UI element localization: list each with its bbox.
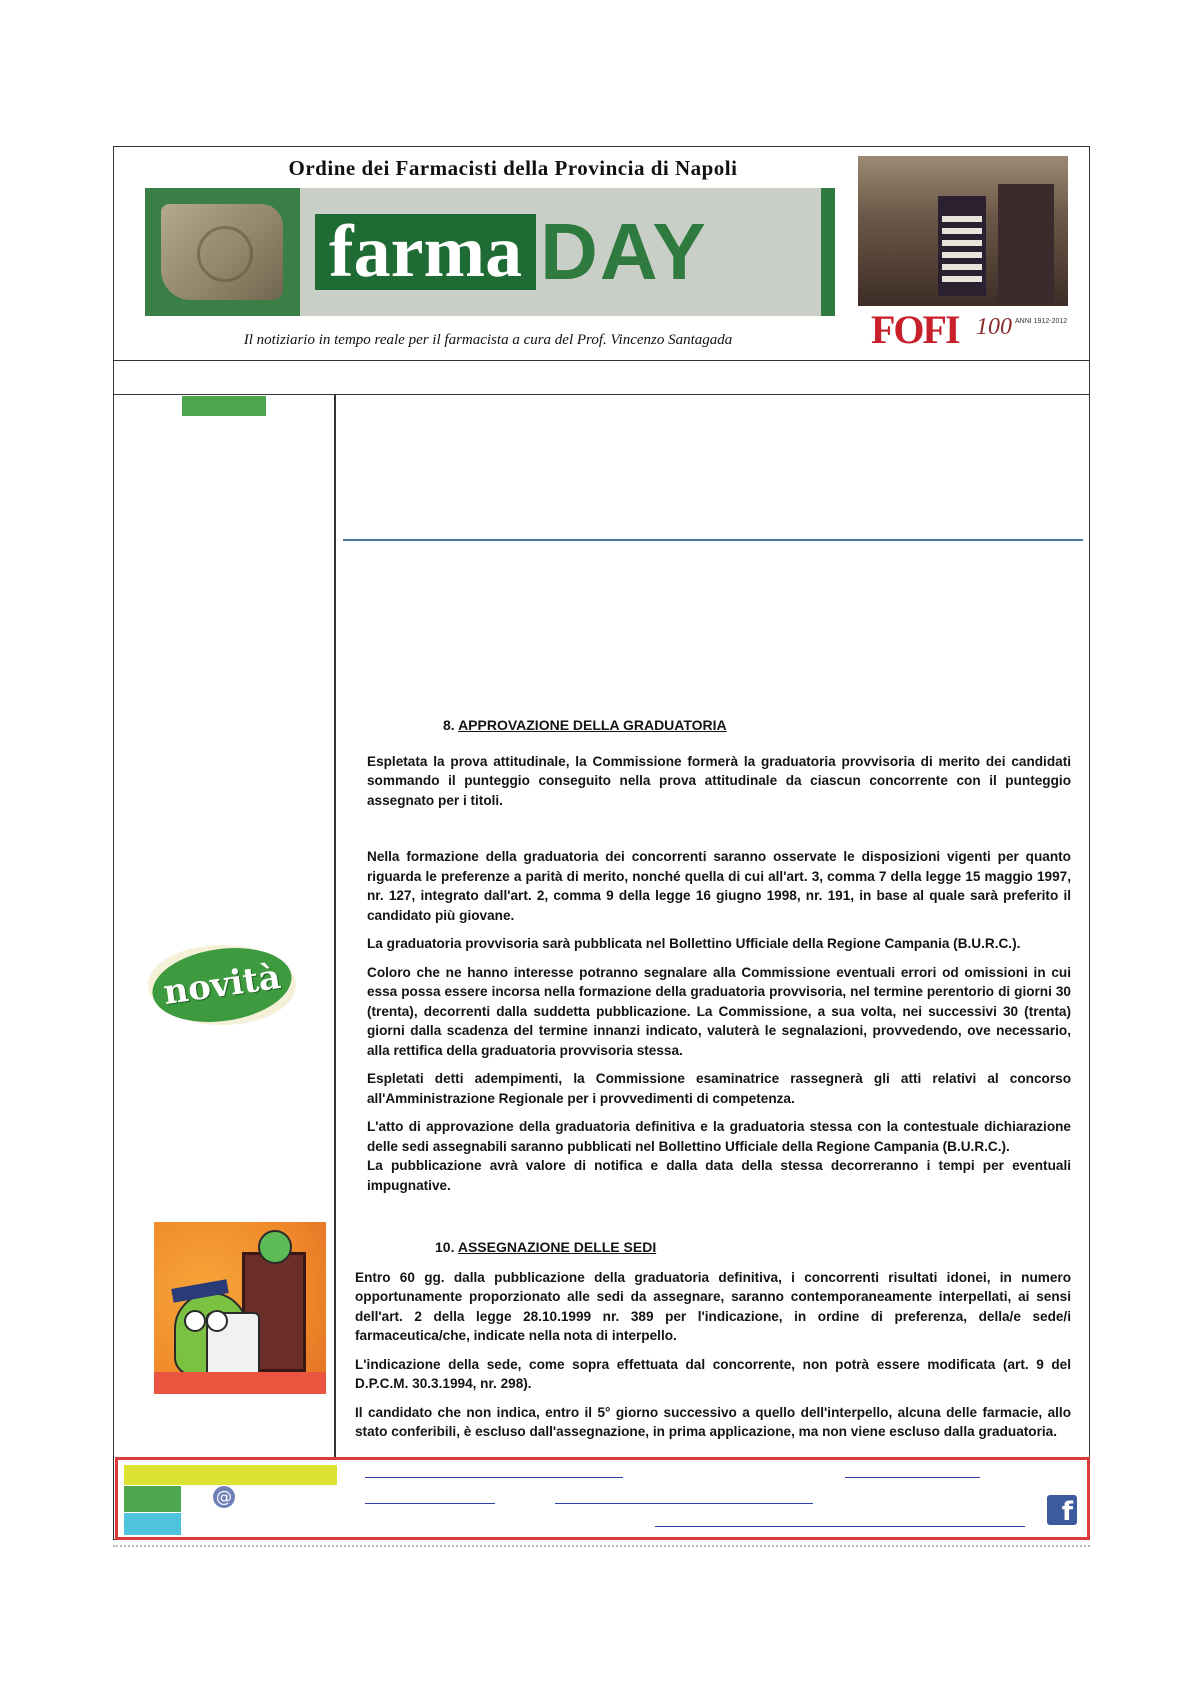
fofi-100-mark: 100 <box>976 314 1012 340</box>
paragraph: Nella formazione della graduatoria dei concorrenti saranno osservate le disposizioni vigenti per quanto riguarda le preferenze a parità di merito, nonché quella di cui all'art. 3, comma 7 della legge 15 maggio 1997, nr. 127, integrato dall'art. 2, comma 9 della legge 16 giugno 1998, nr. 191, in base al quale sarà preferito il candidato più giovane. <box>367 849 1071 923</box>
pharmacist-mascot-illustration <box>154 1222 326 1394</box>
footer-link[interactable] <box>365 1477 623 1478</box>
footer-link[interactable] <box>845 1477 980 1478</box>
paragraph: Il candidato che non indica, entro il 5° giorno successivo a quello dell'interpello, alcuna delle farmacie, allo stato conferibili, è escluso dall'assegnazione, in prima applicazione, ma non viene escluso dalla graduatoria. <box>355 1404 1071 1439</box>
paragraph: Espletati detti adempimenti, la Commissione esaminatrice rassegnerà gli atti relativi al concorso all'Amministrazione Regionale per i provvedimenti di competenza. <box>367 1071 1071 1106</box>
wordmark-day: DAY <box>540 207 708 296</box>
footer-green-block <box>124 1486 181 1512</box>
email-icon[interactable]: @ <box>213 1486 235 1508</box>
section-8-heading: 8. APPROVAZIONE DELLA GRADUATORIA <box>443 717 727 733</box>
sidebar-divider <box>334 395 336 1457</box>
header-subbar <box>113 361 1090 395</box>
article-section-8 <box>367 716 1071 1204</box>
org-title: Ordine dei Farmacisti della Provincia di Napoli <box>288 156 738 180</box>
paragraph: L'indicazione della sede, come sopra effettuata dal concorrente, non potrà essere modificata (art. 9 del D.P.C.M. 30.3.1994, nr. 298). <box>355 1356 1071 1391</box>
footer-link[interactable] <box>655 1526 1025 1527</box>
section-10-heading: 10. ASSEGNAZIONE DELLE SEDI <box>435 1239 657 1255</box>
fofi-years: ANNI 1912-2012 <box>1015 318 1068 325</box>
paragraph: Entro 60 gg. dalla pubblicazione della graduatoria definitiva, i concorrenti risultati idonei, in numero opportunamente proporzionato alle sedi da assegnare, saranno contemporaneamente interpellati, ai sensi dell'art. 2 della legge 28.10.1999 nr. 389 per l'indicazione, in ordine di preferenza, della/e sede/i farmaceutica/che, indicate nella nota di interpello. <box>355 1269 1071 1343</box>
wordmark-farma: farma <box>315 214 536 290</box>
pharmacy-cross-icon <box>258 1230 292 1264</box>
mortar-stone-logo-icon <box>161 204 283 300</box>
pharmacy-interior-photo <box>858 156 1068 306</box>
paragraph: Coloro che ne hanno interesse potranno segnalare alla Commissione eventuali errori od omissioni in cui essa possa essere incorsa nella formazione della graduatoria provvisoria, nel termine perentorio di giorni 30 (trenta), decorrenti dalla suddetta pubblicazione. La Commissione, a sua volta, nei successivi 30 (trenta) giorni dalla scadenza del termine innanzi indicato, valuterà le segnalazioni, provvedendo, ove necessario, alla rettifica della graduatoria provvisoria stessa. <box>367 964 1071 1058</box>
footer-dotted-rule <box>113 1545 1090 1547</box>
paragraph: Espletata la prova attitudinale, la Commissione formerà la graduatoria provvisoria di merito dei candidati sommando il punteggio conseguito nella prova attitudinale da ciascun concorrente con il punteggio assegnato per i titoli. <box>367 753 1071 808</box>
novita-label: novità <box>160 956 284 1014</box>
banner-green-panel <box>145 188 300 316</box>
fofi-logo: FOFI <box>871 307 959 352</box>
newsletter-subtitle: Il notiziario in tempo reale per il farmacista a cura del Prof. Vincenzo Santagada <box>243 332 733 348</box>
footer-yellow-block <box>124 1465 337 1485</box>
farmaday-wordmark <box>315 207 708 296</box>
paragraph: L'atto di approvazione della graduatoria definitiva e la graduatoria stessa con la contestuale dichiarazione delle sedi assegnabili saranno pubblicati nel Bollettino Ufficiale della Regione Campania (B.U.R.C.). <box>367 1119 1071 1154</box>
brand-banner <box>145 188 835 316</box>
footer-link[interactable] <box>365 1503 495 1504</box>
content-rule <box>343 539 1083 541</box>
footer-cyan-block <box>124 1513 181 1535</box>
footer-bar <box>115 1457 1090 1540</box>
paragraph: La graduatoria provvisoria sarà pubblicata nel Bollettino Ufficiale della Regione Campania (B.U.R.C.). <box>367 936 1021 951</box>
newsletter-header <box>113 146 1090 361</box>
novita-badge[interactable] <box>148 945 296 1025</box>
sidebar-green-tab[interactable] <box>182 396 266 416</box>
banner-stripe <box>821 188 835 316</box>
paragraph: La pubblicazione avrà valore di notifica e dalla data della stessa decorreranno i tempi per eventuali impugnative. <box>367 1158 1071 1193</box>
facebook-icon[interactable]: f <box>1047 1495 1077 1525</box>
footer-link[interactable] <box>555 1503 813 1504</box>
article-section-10 <box>355 1238 1071 1451</box>
